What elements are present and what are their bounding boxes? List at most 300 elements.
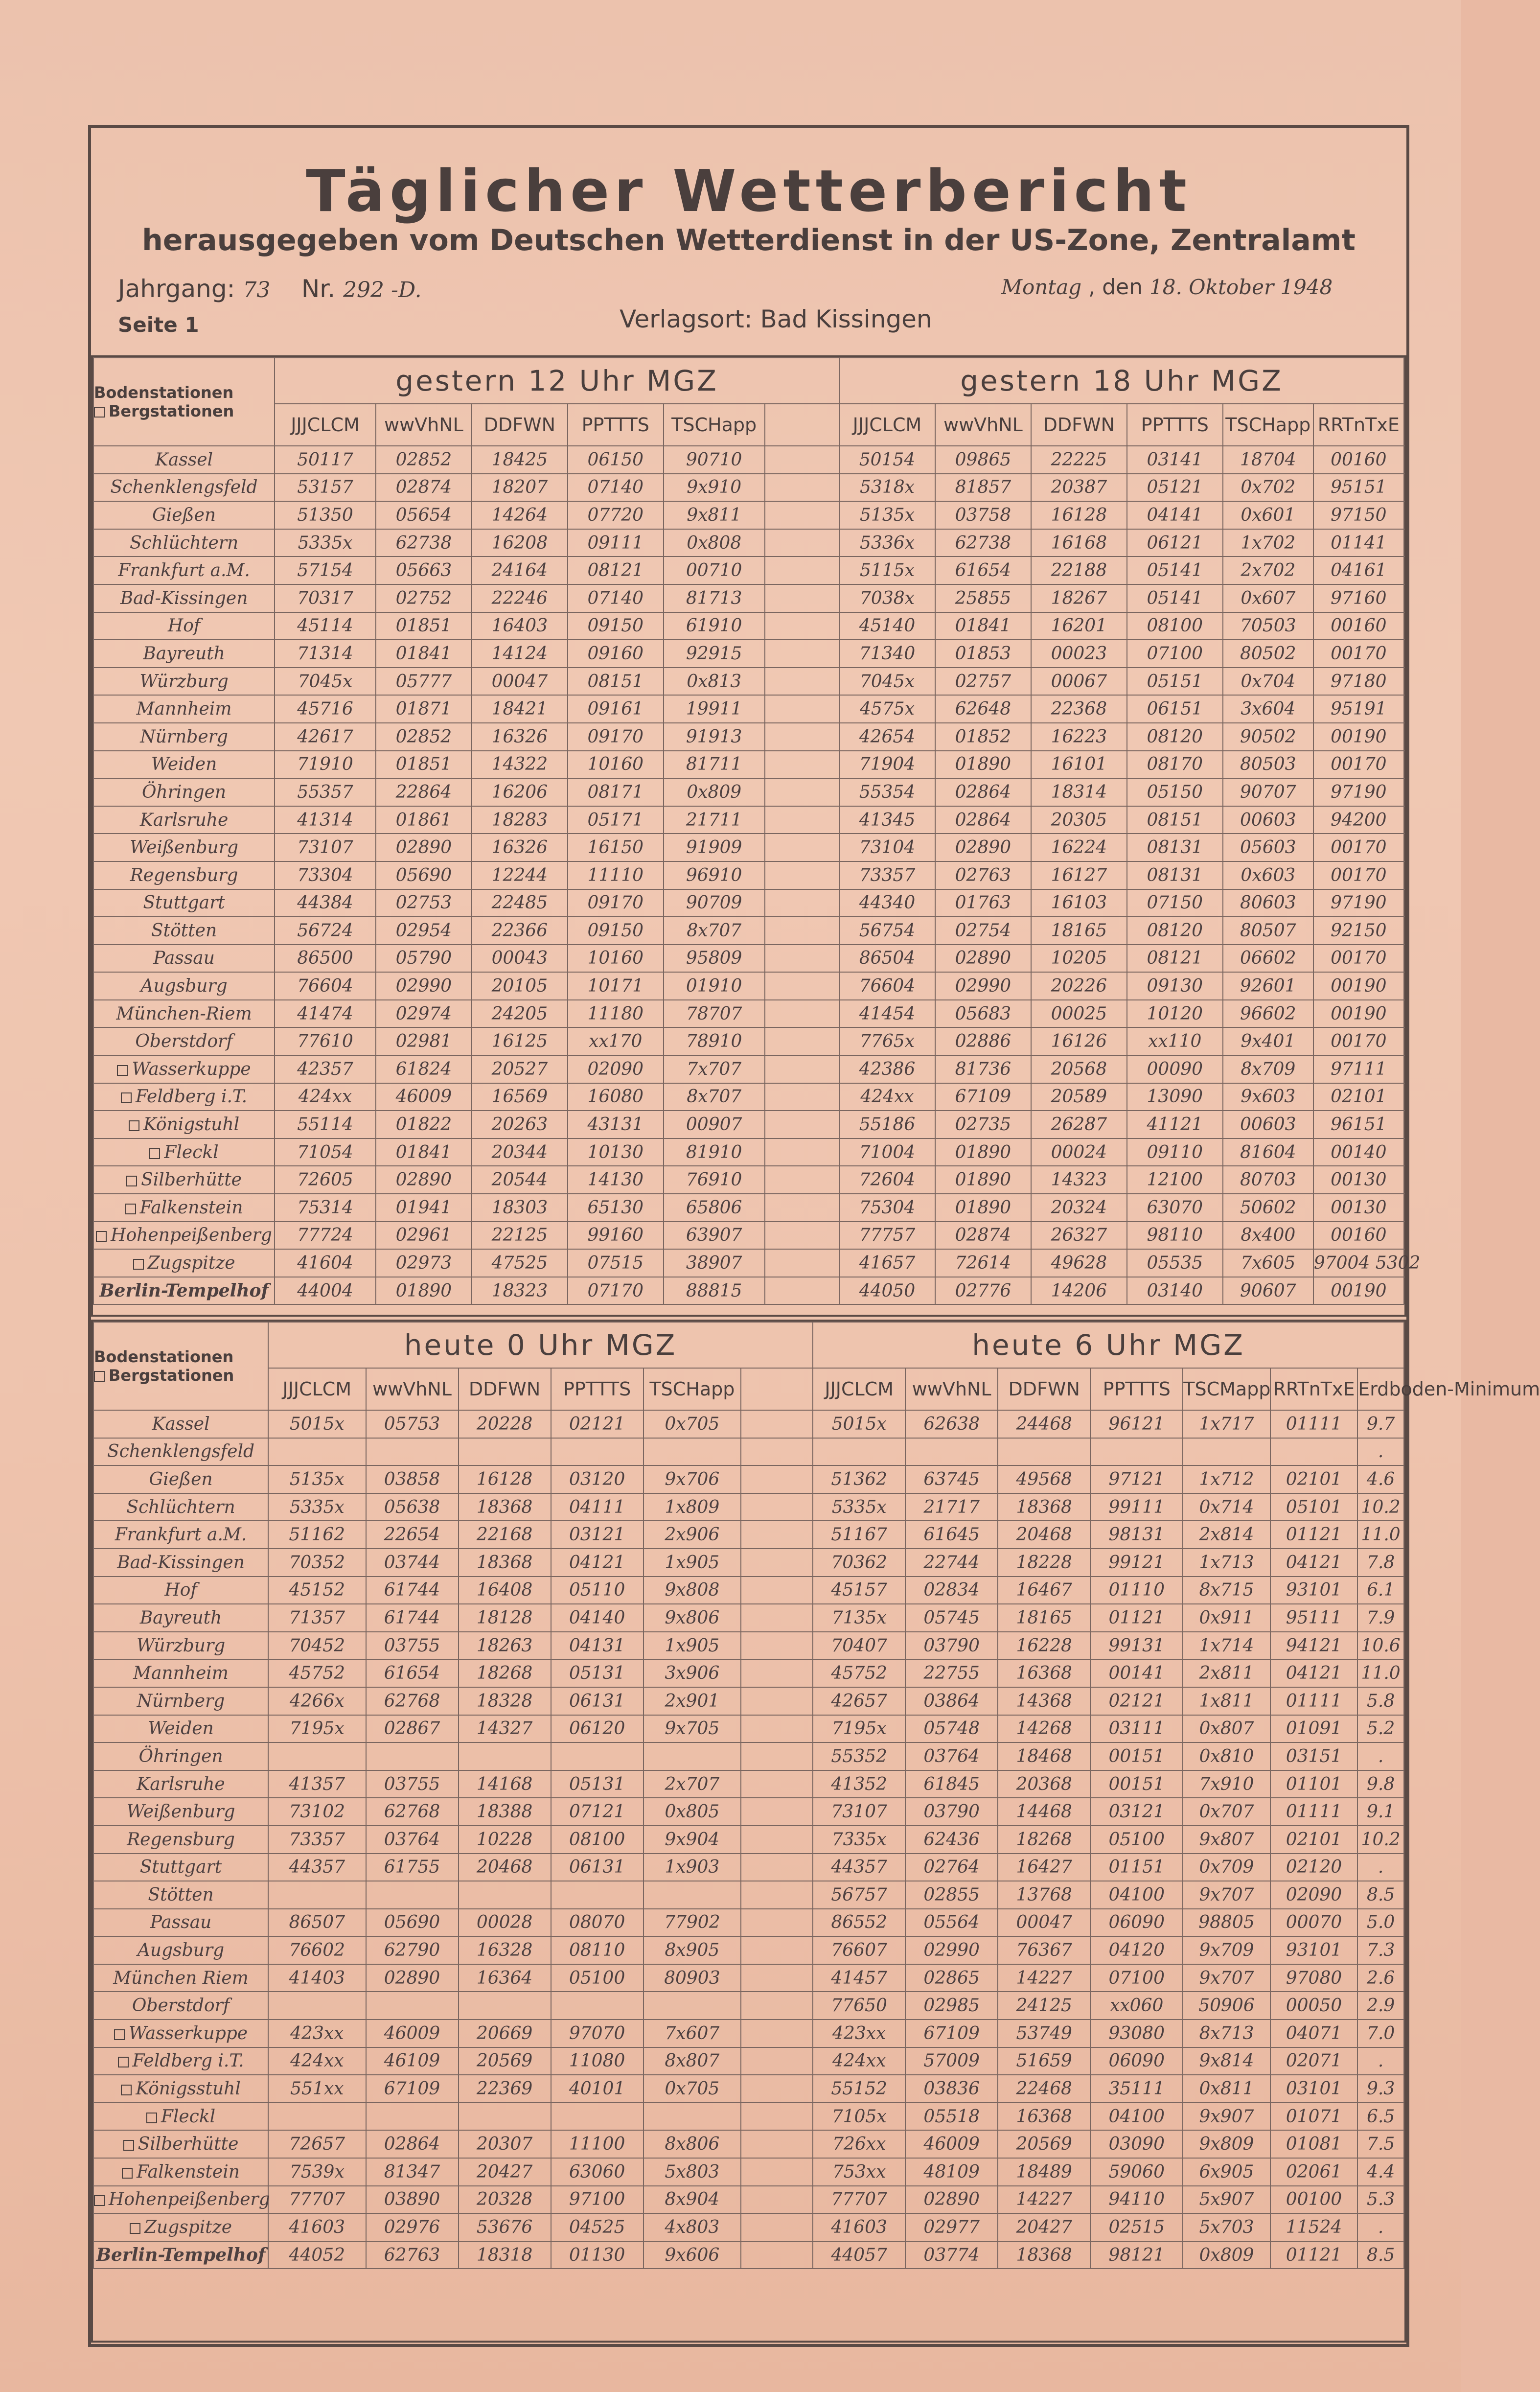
table-row [93,1438,1404,1466]
data-cell: 14368 [998,1687,1090,1715]
station-label: Falkenstein [137,2161,240,2182]
station-name [93,751,275,779]
data-cell: 551xx [268,2075,366,2103]
empty-cell [765,1138,839,1166]
bergstationen-label: Bergstationen [109,1366,234,1385]
data-cell: 26327 [1031,1222,1127,1250]
data-cell [644,1438,741,1466]
data-cell: 22744 [905,1549,998,1577]
data-cell: 65130 [568,1194,664,1222]
data-cell: 86504 [839,945,935,973]
data-cell: 11180 [568,1000,664,1028]
data-cell: 00160 [1313,1222,1404,1250]
data-cell: 02752 [376,584,472,612]
data-cell: 40101 [551,2075,644,2103]
data-cell: 9x809 [1183,2130,1270,2158]
data-cell: xx110 [1127,1027,1223,1055]
data-cell: 12244 [472,861,568,889]
data-cell: 00170 [1313,834,1404,861]
data-cell: 00151 [1090,1770,1183,1798]
data-cell: 2x901 [644,1687,741,1715]
data-cell: 0x707 [1183,1798,1270,1826]
data-cell: 9x707 [1183,1881,1270,1909]
data-cell: 8x400 [1223,1222,1313,1250]
empty-cell [765,1166,839,1194]
data-cell: 07140 [568,474,664,502]
table-row [93,2213,1404,2241]
data-cell: 44050 [839,1277,935,1305]
data-cell: 41121 [1127,1111,1223,1138]
empty-cell [741,2103,813,2131]
data-cell: 67109 [366,2075,459,2103]
station-label: Frankfurt a.M. [115,1525,247,1545]
data-cell: 03755 [366,1632,459,1660]
data-cell: 02754 [935,917,1031,945]
data-cell: 2x811 [1183,1659,1270,1687]
data-cell: 11110 [568,861,664,889]
data-cell: 35111 [1090,2075,1183,2103]
data-cell: 98110 [1127,1222,1223,1250]
data-cell: 51167 [813,1521,905,1549]
data-cell: 16364 [459,1964,551,1992]
data-cell: 45752 [268,1659,366,1687]
data-cell: 49568 [998,1465,1090,1493]
data-cell: 03758 [935,501,1031,529]
station-name [93,778,275,806]
data-cell: 0x709 [1183,1854,1270,1881]
data-cell: 16328 [459,1936,551,1964]
data-cell: 01852 [935,723,1031,751]
data-cell: 51350 [275,501,376,529]
data-cell: 51162 [268,1521,366,1549]
data-cell: 07140 [568,584,664,612]
data-cell: 08151 [568,668,664,696]
empty-cell [741,1881,813,1909]
data-cell [268,2103,366,2131]
station-name [93,1055,275,1083]
data-cell: 78910 [664,1027,765,1055]
data-cell: 01111 [1270,1410,1358,1438]
station-name [93,1742,268,1770]
data-cell: 01890 [935,1138,1031,1166]
data-cell: 02890 [376,834,472,861]
station-name [93,501,275,529]
data-cell: 02757 [935,668,1031,696]
table-row [93,1166,1404,1194]
data-cell: 02061 [1270,2158,1358,2186]
data-cell [1090,1438,1183,1466]
data-cell: 16127 [1031,861,1127,889]
station-name [93,1410,268,1438]
data-cell: 61654 [935,557,1031,584]
data-cell: 42654 [839,723,935,751]
data-cell: 99131 [1090,1632,1183,1660]
data-cell: 92915 [664,640,765,668]
data-cell: 02874 [376,474,472,502]
empty-cell [765,1083,839,1111]
data-cell [551,1881,644,1909]
data-cell: 49628 [1031,1249,1127,1277]
station-label: Kassel [152,1414,210,1434]
data-cell: 01151 [1090,1854,1183,1881]
data-cell: 00710 [664,557,765,584]
data-cell: 97190 [1313,778,1404,806]
data-cell: 18328 [459,1687,551,1715]
table-row [93,2158,1404,2186]
data-cell: 9x910 [664,474,765,502]
station-name [93,2020,268,2047]
data-cell: 78707 [664,1000,765,1028]
checkbox-icon [114,2029,125,2040]
data-cell: 02090 [1270,1881,1358,1909]
data-cell: 753xx [813,2158,905,2186]
station-name [93,945,275,973]
table-row [93,1549,1404,1577]
data-cell: 16125 [472,1027,568,1055]
data-cell: 03101 [1270,2075,1358,2103]
data-cell: 55354 [839,778,935,806]
empty-cell [741,1604,813,1632]
station-name [93,1138,275,1166]
data-cell: . [1357,1742,1404,1770]
data-cell: 14124 [472,640,568,668]
data-cell: 9x807 [1183,1826,1270,1854]
data-cell: 07150 [1127,889,1223,917]
data-cell: 05100 [1090,1826,1183,1854]
data-cell: 09150 [568,917,664,945]
data-cell: 45752 [813,1659,905,1687]
data-cell: 2x906 [644,1521,741,1549]
station-label: Kassel [155,449,213,470]
data-cell: 14322 [472,751,568,779]
data-cell: 8x713 [1183,2020,1270,2047]
data-cell: 2x707 [644,1770,741,1798]
data-cell [1183,1438,1270,1466]
data-cell: 16223 [1031,723,1127,751]
column-header: wwVhNL [935,404,1031,446]
data-cell: 05638 [366,1493,459,1521]
station-label: Zugspitze [147,1253,235,1274]
data-cell: 73102 [268,1798,366,1826]
data-cell: 9.8 [1357,1770,1404,1798]
data-cell: 02764 [905,1854,998,1881]
data-cell: 02890 [935,945,1031,973]
station-label: Königstuhl [143,1115,240,1135]
station-name [93,2103,268,2131]
data-cell: 18268 [998,1826,1090,1854]
data-cell: 67109 [905,2020,998,2047]
data-cell: 7135x [813,1604,905,1632]
data-cell: 01130 [551,2241,644,2269]
empty-cell [741,1715,813,1743]
table-row [93,1715,1404,1743]
data-cell: 01121 [1270,1521,1358,1549]
data-cell: 05748 [905,1715,998,1743]
data-cell: 8x707 [664,1083,765,1111]
data-cell: 0x704 [1223,668,1313,696]
data-cell: 86552 [813,1909,905,1937]
column-header: DDFWN [472,404,568,446]
station-label: Königsstuhl [136,2079,241,2099]
data-cell: 77724 [275,1222,376,1250]
station-label: Regensburg [130,865,238,885]
data-cell: 3x906 [644,1659,741,1687]
empty-cell [741,1438,813,1466]
data-cell: 14130 [568,1166,664,1194]
station-name [93,1770,268,1798]
station-label: Augsburg [140,976,228,997]
data-cell: 03121 [1090,1798,1183,1826]
data-cell: 08110 [551,1936,644,1964]
empty-cell [741,1577,813,1604]
station-name [93,2047,268,2075]
data-cell: 1x712 [1183,1465,1270,1493]
data-cell: 20569 [998,2130,1090,2158]
data-cell: 13090 [1127,1083,1223,1111]
data-cell: 5.8 [1357,1687,1404,1715]
data-cell: 10205 [1031,945,1127,973]
data-cell: 92150 [1313,917,1404,945]
table-row [93,723,1404,751]
data-cell: 00130 [1313,1194,1404,1222]
checkbox-icon [146,2113,157,2123]
data-cell: 9x705 [644,1715,741,1743]
table-row [93,501,1404,529]
station-label: Wasserkuppe [128,2023,248,2044]
station-name [93,1194,275,1222]
data-cell: 05141 [1127,557,1223,584]
data-cell: 19911 [664,695,765,723]
station-label: Bayreuth [143,643,225,664]
data-cell [551,1438,644,1466]
data-cell: 20589 [1031,1083,1127,1111]
data-cell: 0x810 [1183,1742,1270,1770]
data-cell: 424xx [813,2047,905,2075]
data-cell: 56754 [839,917,935,945]
data-cell: 94121 [1270,1632,1358,1660]
data-cell [551,1992,644,2020]
date-value: 18. Oktober 1948 [1149,275,1333,299]
table-row [93,1826,1404,1854]
data-cell: 96121 [1090,1410,1183,1438]
station-name [93,1798,268,1826]
station-name [93,1222,275,1250]
data-cell: 61645 [905,1521,998,1549]
data-cell: 70352 [268,1549,366,1577]
data-cell: 95809 [664,945,765,973]
data-cell: 41357 [268,1770,366,1798]
station-label: Bayreuth [139,1607,222,1628]
data-cell: . [1357,2047,1404,2075]
data-cell: 03755 [366,1770,459,1798]
data-cell: 9x606 [644,2241,741,2269]
data-cell: 22188 [1031,557,1127,584]
data-cell: 06602 [1223,945,1313,973]
table-row [93,2130,1404,2158]
data-cell: 62768 [366,1798,459,1826]
data-cell: 38907 [664,1249,765,1277]
data-cell: 70362 [813,1549,905,1577]
data-cell: 50154 [839,446,935,474]
data-cell: 20307 [459,2130,551,2158]
data-cell: 01890 [935,1166,1031,1194]
data-cell: 94200 [1313,806,1404,834]
data-cell: 55152 [813,2075,905,2103]
data-cell: 76367 [998,1936,1090,1964]
data-cell: 18323 [472,1277,568,1305]
table-row [93,1194,1404,1222]
station-label: Weiden [151,754,217,775]
station-label: Schlüchtern [126,1497,235,1517]
data-cell: 08120 [1127,917,1223,945]
data-cell: 22368 [1031,695,1127,723]
station-label: München Riem [113,1968,249,1988]
data-cell: 03764 [905,1742,998,1770]
data-cell: 4266x [268,1687,366,1715]
empty-cell [765,612,839,640]
station-label: Fleckl [164,1142,219,1162]
data-cell: 16128 [1031,501,1127,529]
data-cell: 61744 [366,1604,459,1632]
station-label: Fleckl [161,2106,216,2127]
data-cell: 22864 [376,778,472,806]
empty-cell [765,1277,839,1305]
data-cell: 04121 [1270,1659,1358,1687]
data-cell: 18207 [472,474,568,502]
data-cell: 11100 [551,2130,644,2158]
data-cell: 01861 [376,806,472,834]
yesterday-column-headers [93,404,1404,446]
data-cell: 03120 [551,1465,644,1493]
data-cell: 05690 [376,861,472,889]
data-cell: 08121 [568,557,664,584]
data-cell: 45114 [275,612,376,640]
data-cell: 18368 [459,1493,551,1521]
station-name [93,529,275,557]
data-cell: 81910 [664,1138,765,1166]
data-cell: 7335x [813,1826,905,1854]
column-header: DDFWN [459,1368,551,1410]
table-row [93,695,1404,723]
data-cell: 01851 [376,751,472,779]
data-cell [366,1992,459,2020]
column-header: wwVhNL [905,1368,998,1410]
yesterday-12-title: gestern 12 Uhr MGZ [275,358,839,404]
empty-cell [741,1992,813,2020]
data-cell: 01110 [1090,1577,1183,1604]
data-cell: 9.3 [1357,2075,1404,2103]
empty-cell [765,557,839,584]
table-row [93,1659,1404,1687]
data-cell: 02890 [935,834,1031,861]
data-cell: 22366 [472,917,568,945]
data-cell: 423xx [813,2020,905,2047]
data-cell [366,2103,459,2131]
data-cell: 21717 [905,1493,998,1521]
data-cell: 5335x [268,1493,366,1521]
station-name [93,1659,268,1687]
data-cell: 11080 [551,2047,644,2075]
data-cell: 77707 [813,2186,905,2214]
jahrgang-value: 73 [243,278,271,302]
data-cell: 5x907 [1183,2186,1270,2214]
data-cell: 18303 [472,1194,568,1222]
data-cell: 02735 [935,1111,1031,1138]
data-cell: 9x707 [1183,1964,1270,1992]
data-cell: 03140 [1127,1277,1223,1305]
station-label: Karlsruhe [137,1774,225,1794]
data-cell: 00603 [1223,1111,1313,1138]
data-cell: 00907 [664,1111,765,1138]
data-cell: 03090 [1090,2130,1183,2158]
data-cell: 44357 [813,1854,905,1881]
data-cell: 7.5 [1357,2130,1404,2158]
data-cell: 42386 [839,1055,935,1083]
data-cell: 18283 [472,806,568,834]
data-cell: 7x707 [664,1055,765,1083]
data-cell: 9x907 [1183,2103,1270,2131]
data-cell: 7.0 [1357,2020,1404,2047]
table-row [93,640,1404,668]
data-cell: 04140 [551,1604,644,1632]
data-cell: 02886 [935,1027,1031,1055]
data-cell: 62638 [905,1410,998,1438]
data-cell: 50906 [1183,1992,1270,2020]
data-cell: 42657 [813,1687,905,1715]
data-cell: 45716 [275,695,376,723]
data-cell: 02990 [905,1936,998,1964]
data-cell: 16206 [472,778,568,806]
data-cell: 77757 [839,1222,935,1250]
data-cell [644,2103,741,2131]
data-cell: 18421 [472,695,568,723]
station-label: Öhringen [138,1746,223,1766]
data-cell: 02101 [1313,1083,1404,1111]
data-cell: 02763 [935,861,1031,889]
data-cell: 13768 [998,1881,1090,1909]
data-cell: 3x604 [1223,695,1313,723]
data-cell: 01121 [1090,1604,1183,1632]
data-cell: 16326 [472,834,568,861]
bodenstationen-label: Bodenstationen [94,1347,234,1366]
data-cell: 50117 [275,446,376,474]
data-cell: 76607 [813,1936,905,1964]
data-cell: 11.0 [1357,1659,1404,1687]
checkbox-icon [123,2140,134,2151]
empty-cell [765,917,839,945]
column-header: JJJCLCM [275,404,376,446]
station-label: Bad-Kissingen [117,1552,245,1573]
data-cell: 8.5 [1357,1881,1404,1909]
empty-cell [765,1222,839,1250]
station-name [93,1277,275,1305]
station-label: München-Riem [116,1003,252,1024]
data-cell: 10130 [568,1138,664,1166]
data-cell: 73357 [839,861,935,889]
data-cell: 02890 [905,2186,998,2214]
station-label: Oberstdorf [135,1031,233,1052]
data-cell: 47525 [472,1249,568,1277]
data-cell: 1x905 [644,1632,741,1660]
data-cell: 09110 [1127,1138,1223,1166]
column-header: Erdboden-Minimum [1357,1368,1404,1410]
data-cell: 1x713 [1183,1549,1270,1577]
data-cell: 03764 [366,1826,459,1854]
empty-cell [741,1964,813,1992]
data-cell: 02120 [1270,1854,1358,1881]
data-cell: 02090 [568,1055,664,1083]
data-cell: 03121 [551,1521,644,1549]
